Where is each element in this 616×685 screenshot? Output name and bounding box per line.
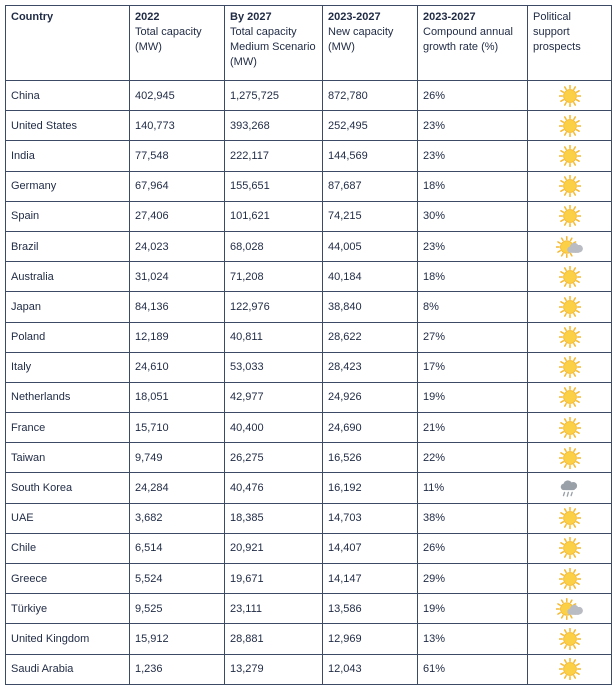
sun-icon	[528, 81, 612, 111]
capacity-2027-cell: 155,651	[225, 171, 323, 201]
sun-icon	[528, 262, 612, 292]
table-row	[6, 624, 612, 654]
table-row	[6, 443, 612, 473]
country-cell: Spain	[6, 201, 130, 231]
capacity-2027-cell: 53,033	[225, 352, 323, 382]
table-row	[6, 503, 612, 533]
capacity-2027-cell: 393,268	[225, 111, 323, 141]
sun-icon	[528, 322, 612, 352]
header-new-capacity: 2023-2027 New capacity (MW)	[323, 6, 418, 81]
cagr-cell: 23%	[418, 111, 528, 141]
capacity-2027-cell: 26,275	[225, 443, 323, 473]
header-country: Country	[6, 6, 130, 81]
capacity-2022-cell: 27,406	[130, 201, 225, 231]
capacity-2022-cell: 15,710	[130, 413, 225, 443]
table-row	[6, 382, 612, 412]
sun-icon	[528, 171, 612, 201]
sun-icon	[528, 141, 612, 171]
capacity-2022-cell: 31,024	[130, 262, 225, 292]
cagr-cell: 21%	[418, 413, 528, 443]
capacity-2022-cell: 18,051	[130, 382, 225, 412]
country-cell: Saudi Arabia	[6, 654, 130, 684]
table-row	[6, 81, 612, 111]
new-capacity-cell: 16,526	[323, 443, 418, 473]
country-cell: Poland	[6, 322, 130, 352]
table-row	[6, 564, 612, 594]
capacity-2027-cell: 40,476	[225, 473, 323, 503]
capacity-2022-cell: 15,912	[130, 624, 225, 654]
new-capacity-cell: 87,687	[323, 171, 418, 201]
country-cell: France	[6, 413, 130, 443]
cagr-cell: 38%	[418, 503, 528, 533]
table-row	[6, 201, 612, 231]
sun-icon	[528, 352, 612, 382]
table-row	[6, 473, 612, 503]
country-cell: Japan	[6, 292, 130, 322]
sun-icon	[528, 564, 612, 594]
cagr-cell: 18%	[418, 171, 528, 201]
capacity-2022-cell: 140,773	[130, 111, 225, 141]
cagr-cell: 18%	[418, 262, 528, 292]
country-cell: Germany	[6, 171, 130, 201]
country-cell: Greece	[6, 564, 130, 594]
capacity-2022-cell: 1,236	[130, 654, 225, 684]
new-capacity-cell: 13,586	[323, 594, 418, 624]
cagr-cell: 26%	[418, 81, 528, 111]
new-capacity-cell: 74,215	[323, 201, 418, 231]
new-capacity-cell: 872,780	[323, 81, 418, 111]
cagr-cell: 23%	[418, 141, 528, 171]
new-capacity-cell: 12,043	[323, 654, 418, 684]
cagr-cell: 19%	[418, 382, 528, 412]
table-row	[6, 413, 612, 443]
capacity-2022-cell: 77,548	[130, 141, 225, 171]
capacity-2027-cell: 40,400	[225, 413, 323, 443]
cagr-cell: 17%	[418, 352, 528, 382]
cagr-cell: 29%	[418, 564, 528, 594]
capacity-2027-cell: 122,976	[225, 292, 323, 322]
new-capacity-cell: 14,703	[323, 503, 418, 533]
capacity-2022-cell: 84,136	[130, 292, 225, 322]
new-capacity-cell: 24,926	[323, 382, 418, 412]
country-cell: Italy	[6, 352, 130, 382]
country-cell: Brazil	[6, 231, 130, 261]
new-capacity-cell: 14,407	[323, 533, 418, 563]
solar-capacity-table	[5, 5, 612, 685]
cagr-cell: 22%	[418, 443, 528, 473]
country-cell: Netherlands	[6, 382, 130, 412]
new-capacity-cell: 16,192	[323, 473, 418, 503]
new-capacity-cell: 144,569	[323, 141, 418, 171]
country-cell: Türkiye	[6, 594, 130, 624]
capacity-2022-cell: 5,524	[130, 564, 225, 594]
capacity-2027-cell: 19,671	[225, 564, 323, 594]
capacity-2027-cell: 1,275,725	[225, 81, 323, 111]
new-capacity-cell: 12,969	[323, 624, 418, 654]
table-row	[6, 111, 612, 141]
capacity-2027-cell: 13,279	[225, 654, 323, 684]
capacity-2022-cell: 9,525	[130, 594, 225, 624]
new-capacity-cell: 28,423	[323, 352, 418, 382]
country-cell: South Korea	[6, 473, 130, 503]
sun-icon	[528, 533, 612, 563]
capacity-2022-cell: 24,023	[130, 231, 225, 261]
country-cell: United States	[6, 111, 130, 141]
new-capacity-cell: 38,840	[323, 292, 418, 322]
table-body	[6, 81, 612, 685]
capacity-2022-cell: 6,514	[130, 533, 225, 563]
capacity-2022-cell: 9,749	[130, 443, 225, 473]
capacity-2027-cell: 23,111	[225, 594, 323, 624]
cagr-cell: 8%	[418, 292, 528, 322]
sun-icon	[528, 201, 612, 231]
header-political-support: Political support prospects	[528, 6, 612, 81]
country-cell: UAE	[6, 503, 130, 533]
capacity-2027-cell: 101,621	[225, 201, 323, 231]
table-row	[6, 352, 612, 382]
new-capacity-cell: 40,184	[323, 262, 418, 292]
table-row	[6, 594, 612, 624]
new-capacity-cell: 44,005	[323, 231, 418, 261]
new-capacity-cell: 28,622	[323, 322, 418, 352]
table-row	[6, 262, 612, 292]
table-row	[6, 533, 612, 563]
capacity-2022-cell: 24,610	[130, 352, 225, 382]
cagr-cell: 19%	[418, 594, 528, 624]
sun-icon	[528, 382, 612, 412]
country-cell: China	[6, 81, 130, 111]
cagr-cell: 23%	[418, 231, 528, 261]
new-capacity-cell: 14,147	[323, 564, 418, 594]
rain-cloud-icon	[528, 473, 612, 503]
header-row	[6, 6, 612, 81]
capacity-2022-cell: 12,189	[130, 322, 225, 352]
cagr-cell: 30%	[418, 201, 528, 231]
capacity-2027-cell: 40,811	[225, 322, 323, 352]
table-row	[6, 171, 612, 201]
country-cell: Australia	[6, 262, 130, 292]
partly-cloudy-icon	[528, 231, 612, 261]
capacity-2027-cell: 20,921	[225, 533, 323, 563]
table-row	[6, 141, 612, 171]
sun-icon	[528, 503, 612, 533]
cagr-cell: 11%	[418, 473, 528, 503]
header-capacity-2027: By 2027 Total capacity Medium Scenario (MW)	[225, 6, 323, 81]
cagr-cell: 61%	[418, 654, 528, 684]
capacity-2027-cell: 222,117	[225, 141, 323, 171]
new-capacity-cell: 24,690	[323, 413, 418, 443]
table-row	[6, 292, 612, 322]
capacity-2022-cell: 3,682	[130, 503, 225, 533]
capacity-2027-cell: 28,881	[225, 624, 323, 654]
capacity-2022-cell: 402,945	[130, 81, 225, 111]
capacity-2022-cell: 67,964	[130, 171, 225, 201]
sun-icon	[528, 624, 612, 654]
new-capacity-cell: 252,495	[323, 111, 418, 141]
table-row	[6, 322, 612, 352]
cagr-cell: 27%	[418, 322, 528, 352]
sun-icon	[528, 654, 612, 684]
capacity-2027-cell: 68,028	[225, 231, 323, 261]
country-cell: India	[6, 141, 130, 171]
header-capacity-2022: 2022 Total capacity (MW)	[130, 6, 225, 81]
capacity-2027-cell: 42,977	[225, 382, 323, 412]
sun-icon	[528, 292, 612, 322]
table-row	[6, 231, 612, 261]
cagr-cell: 13%	[418, 624, 528, 654]
sun-icon	[528, 443, 612, 473]
cagr-cell: 26%	[418, 533, 528, 563]
sun-icon	[528, 111, 612, 141]
country-cell: Chile	[6, 533, 130, 563]
capacity-2027-cell: 18,385	[225, 503, 323, 533]
capacity-2027-cell: 71,208	[225, 262, 323, 292]
sun-icon	[528, 413, 612, 443]
table-row	[6, 654, 612, 684]
partly-cloudy-icon	[528, 594, 612, 624]
country-cell: Taiwan	[6, 443, 130, 473]
header-cagr: 2023-2027 Compound annual growth rate (%)	[418, 6, 528, 81]
country-cell: United Kingdom	[6, 624, 130, 654]
capacity-2022-cell: 24,284	[130, 473, 225, 503]
